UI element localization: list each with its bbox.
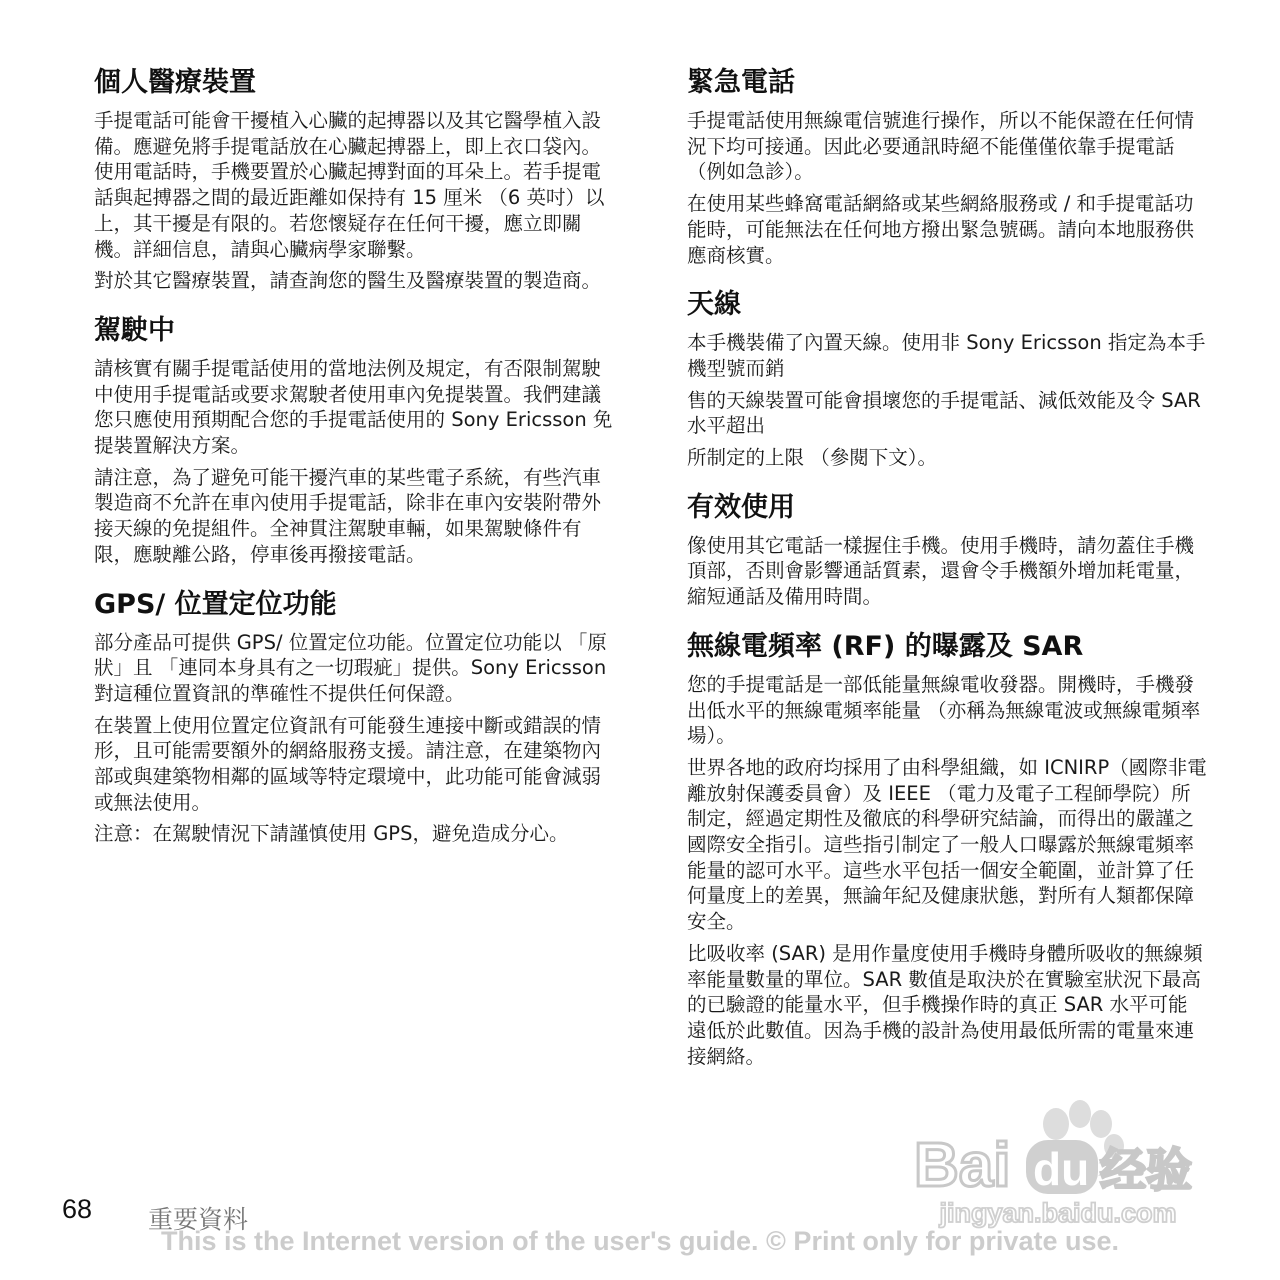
section-efficient-use [687, 491, 1207, 610]
section-driving [94, 314, 614, 568]
section-heading: GPS/ 位置定位功能 [94, 588, 337, 620]
section-heading: 駕駛中 [94, 314, 175, 346]
section-emergency-calls [687, 66, 1207, 268]
paragraph: 在使用某些蜂窩電話網絡或某些網絡服務或 / 和手提電話功能時，可能無法在任何地方撥出緊急號碼。請向本地服務供應商核實。 [687, 192, 1195, 267]
paragraph: 像使用其它電話一樣握住手機。使用手機時，請勿蓋住手機頂部，否則會影響通話質素，還會令手機額外增加耗電量，縮短通話及備用時間。 [687, 533, 1195, 609]
paragraph: 對於其它醫療裝置，請查詢您的醫生及醫療裝置的製造商。 [94, 269, 602, 293]
paragraph: 所制定的上限 （參閱下文）。 [687, 446, 937, 470]
footer-section-name: 重要資料 [148, 1205, 249, 1234]
paragraph: 手提電話使用無線電信號進行操作，所以不能保證在任何情況下均可接通。因此必要通訊時絕不能僅僅依靠手提電話 （例如急診）。 [687, 109, 1195, 184]
section-medical-devices [94, 66, 614, 294]
paragraph: 在裝置上使用位置定位資訊有可能發生連接中斷或錯誤的情形，且可能需要額外的網絡服務支援。請注意，在建築物內部或與建築物相鄰的區域等特定環境中，此功能可能會減弱或無法使用。 [94, 713, 602, 814]
paragraph: 售的天線裝置可能會損壞您的手提電話、減低效能及令 SAR 水平超出 [687, 388, 1201, 438]
baidu-watermark-logo [908, 1090, 1208, 1230]
section-heading: 緊急電話 [687, 67, 795, 98]
paragraph: 部分產品可提供 GPS/ 位置定位功能。位置定位功能以 「原狀」且 「連同本身具有之一切瑕疵」提供。Sony Ericsson 對這種位置資訊的準確性不提供任何保證。 [94, 630, 607, 705]
svg-text:du: du [1033, 1143, 1090, 1195]
paragraph: 本手機裝備了內置天線。使用非 Sony Ericsson 指定為本手機型號而銷 [687, 331, 1206, 380]
right-column [687, 66, 1207, 1089]
section-heading: 有效使用 [687, 491, 795, 523]
section-heading: 天線 [687, 289, 741, 321]
paragraph: 比吸收率 (SAR) 是用作量度使用手機時身體所吸收的無線頻率能量數量的單位。SAR 數值是取決於在實驗室狀況下最高的已驗證的能量水平，但手機操作時的真正 SAR 水平可能遠低於此數值。因為手機的設計為使用最低所需的電量來連接網絡。 [687, 941, 1203, 1068]
left-column [94, 66, 614, 867]
paragraph: 世界各地的政府均採用了由科學組織，如 ICNIRP（國際非電離放射保護委員會）及 IEEE （電力及電子工程師學院）所制定，經過定期性及徹底的科學研究結論，而得出的嚴謹之國際安全指引。這些指引制定了一般人口曝露於無線電頻率能量的認可水平。這些水平包括一個安全範圍，並計算了任何量度上的差異，無論年紀及健康狀態，對所有人類都保障安全。 [687, 755, 1207, 934]
svg-text:经验: 经验 [1100, 1143, 1192, 1197]
section-gps [94, 588, 614, 848]
watermark-brand: Bai [914, 1131, 1011, 1200]
footer-notice: This is the Internet version of the user's guide. © Print only for private use. [161, 1226, 1119, 1256]
paragraph: 您的手提電話是一部低能量無線電收發器。開機時，手機發出低水平的無線電頻率能量 （亦稱為無線電波或無線電頻率場）。 [687, 672, 1201, 748]
watermark-url: jingyan.baidu.com [939, 1198, 1177, 1228]
section-heading: 無線電頻率 (RF) 的曝露及 SAR [687, 630, 1084, 662]
paragraph: 請注意，為了避免可能干擾汽車的某些電子系統，有些汽車製造商不允許在車內使用手提電話，除非在車內安裝附帶外接天線的免提組件。全神貫注駕駛車輛，如果駕駛條件有限，應駛離公路，停車後再撥接電話。 [94, 465, 602, 566]
page-number: 68 [62, 1194, 93, 1224]
paragraph: 注意：在駕駛情況下請謹慎使用 GPS，避免造成分心。 [94, 822, 569, 846]
section-heading: 個人醫療裝置 [94, 67, 256, 98]
paragraph: 手提電話可能會干擾植入心臟的起搏器以及其它醫學植入設備。應避免將手提電話放在心臟起搏器上，即上衣口袋內。使用電話時，手機要置於心臟起搏對面的耳朵上。若手提電話與起搏器之間的最近距離如保持有 15 厘米 （6 英吋）以上，其干擾是有限的。若您懷疑存在任何干擾，應立即關機。詳細信息，請與心臟病學家聯繫。 [94, 109, 605, 261]
section-antenna [687, 288, 1207, 471]
section-rf-exposure-sar [687, 630, 1207, 1070]
paragraph: 請核實有關手提電話使用的當地法例及規定，有否限制駕駛中使用手提電話或要求駕駛者使用車內免提裝置。我們建議您只應使用預期配合您的手提電話使用的 Sony Ericsson 免提裝置解決方案。 [94, 356, 613, 458]
